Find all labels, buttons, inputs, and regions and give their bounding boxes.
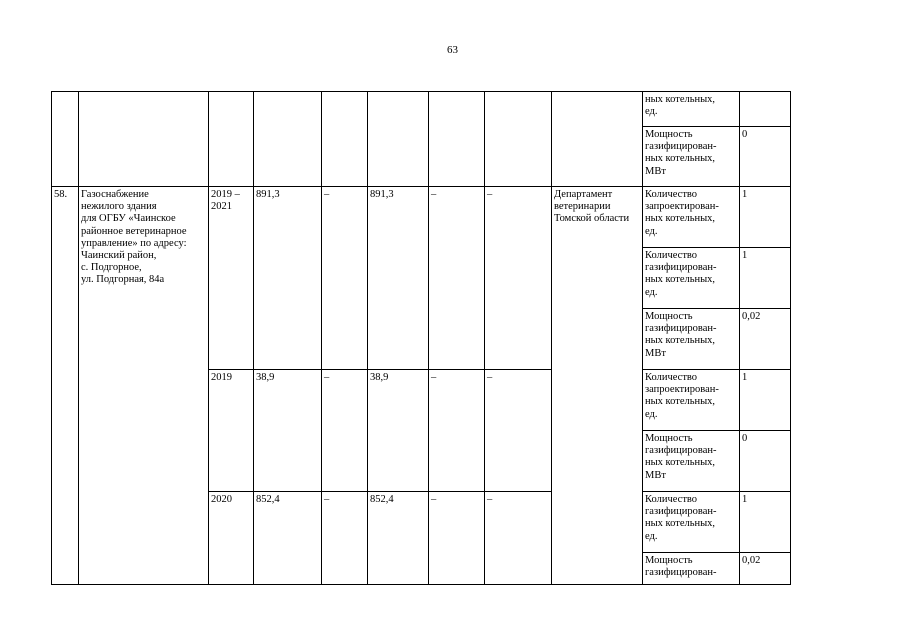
funding-cell: –: [429, 370, 485, 492]
funding-cell: [322, 92, 368, 187]
funding-cell: –: [485, 187, 552, 370]
years-cell: [209, 92, 254, 187]
funding-cell: [485, 92, 552, 187]
indicator-value-cell: 0,02: [740, 553, 791, 585]
indicator-value-cell: 1: [740, 370, 791, 431]
indicator-cell: Мощность газифицирован- ных котельных, МВт: [643, 127, 740, 187]
indicator-value-cell: 1: [740, 492, 791, 553]
funding-cell: 38,9: [368, 370, 429, 492]
indicator-cell: Количество запроектирован- ных котельных, ед.: [643, 370, 740, 431]
funding-cell: –: [429, 492, 485, 585]
indicator-value-cell: 1: [740, 187, 791, 248]
years-cell: 2019 – 2021: [209, 187, 254, 370]
funding-cell: –: [322, 187, 368, 370]
indicator-cell: Количество газифицирован- ных котельных, ед.: [643, 492, 740, 553]
years-cell: 2020: [209, 492, 254, 585]
funding-cell: –: [485, 370, 552, 492]
funding-cell: 891,3: [368, 187, 429, 370]
total-cell: [254, 92, 322, 187]
indicator-value-cell: 0: [740, 431, 791, 492]
indicator-cell: Количество запроектирован- ных котельных, ед.: [643, 187, 740, 248]
total-cell: 852,4: [254, 492, 322, 585]
number-cell: [52, 92, 79, 187]
funding-cell: 852,4: [368, 492, 429, 585]
indicator-value-cell: 1: [740, 248, 791, 309]
executor-cell: Департамент ветеринарии Томской области: [552, 187, 643, 585]
indicator-value-cell: 0,02: [740, 309, 791, 370]
indicator-cell: Количество газифицирован- ных котельных, ед.: [643, 248, 740, 309]
page-number: 63: [447, 44, 458, 56]
table-row: [52, 187, 791, 248]
item-number-cell: 58.: [52, 187, 79, 585]
indicator-value-cell: [740, 92, 791, 127]
item-name-cell: Газоснабжение нежилого здания для ОГБУ «Чаинское районное ветеринарное управление» по адресу: Чаинский район, с. Подгорное, ул. Подгорная, 84а: [79, 187, 209, 585]
funding-cell: –: [322, 370, 368, 492]
indicator-cell: Мощность газифицирован- ных котельных, МВт: [643, 431, 740, 492]
funding-cell: –: [485, 492, 552, 585]
funding-cell: –: [429, 187, 485, 370]
indicator-value-cell: 0: [740, 127, 791, 187]
funding-cell: [368, 92, 429, 187]
indicator-cell: Мощность газифицирован-: [643, 553, 740, 585]
total-cell: 38,9: [254, 370, 322, 492]
indicator-cell: ных котельных, ед.: [643, 92, 740, 127]
name-cell: [79, 92, 209, 187]
indicator-cell: Мощность газифицирован- ных котельных, МВт: [643, 309, 740, 370]
funding-cell: [429, 92, 485, 187]
total-cell: 891,3: [254, 187, 322, 370]
table-row: [52, 92, 791, 127]
funding-cell: –: [322, 492, 368, 585]
years-cell: 2019: [209, 370, 254, 492]
program-table: [51, 91, 791, 585]
executor-cell: [552, 92, 643, 187]
